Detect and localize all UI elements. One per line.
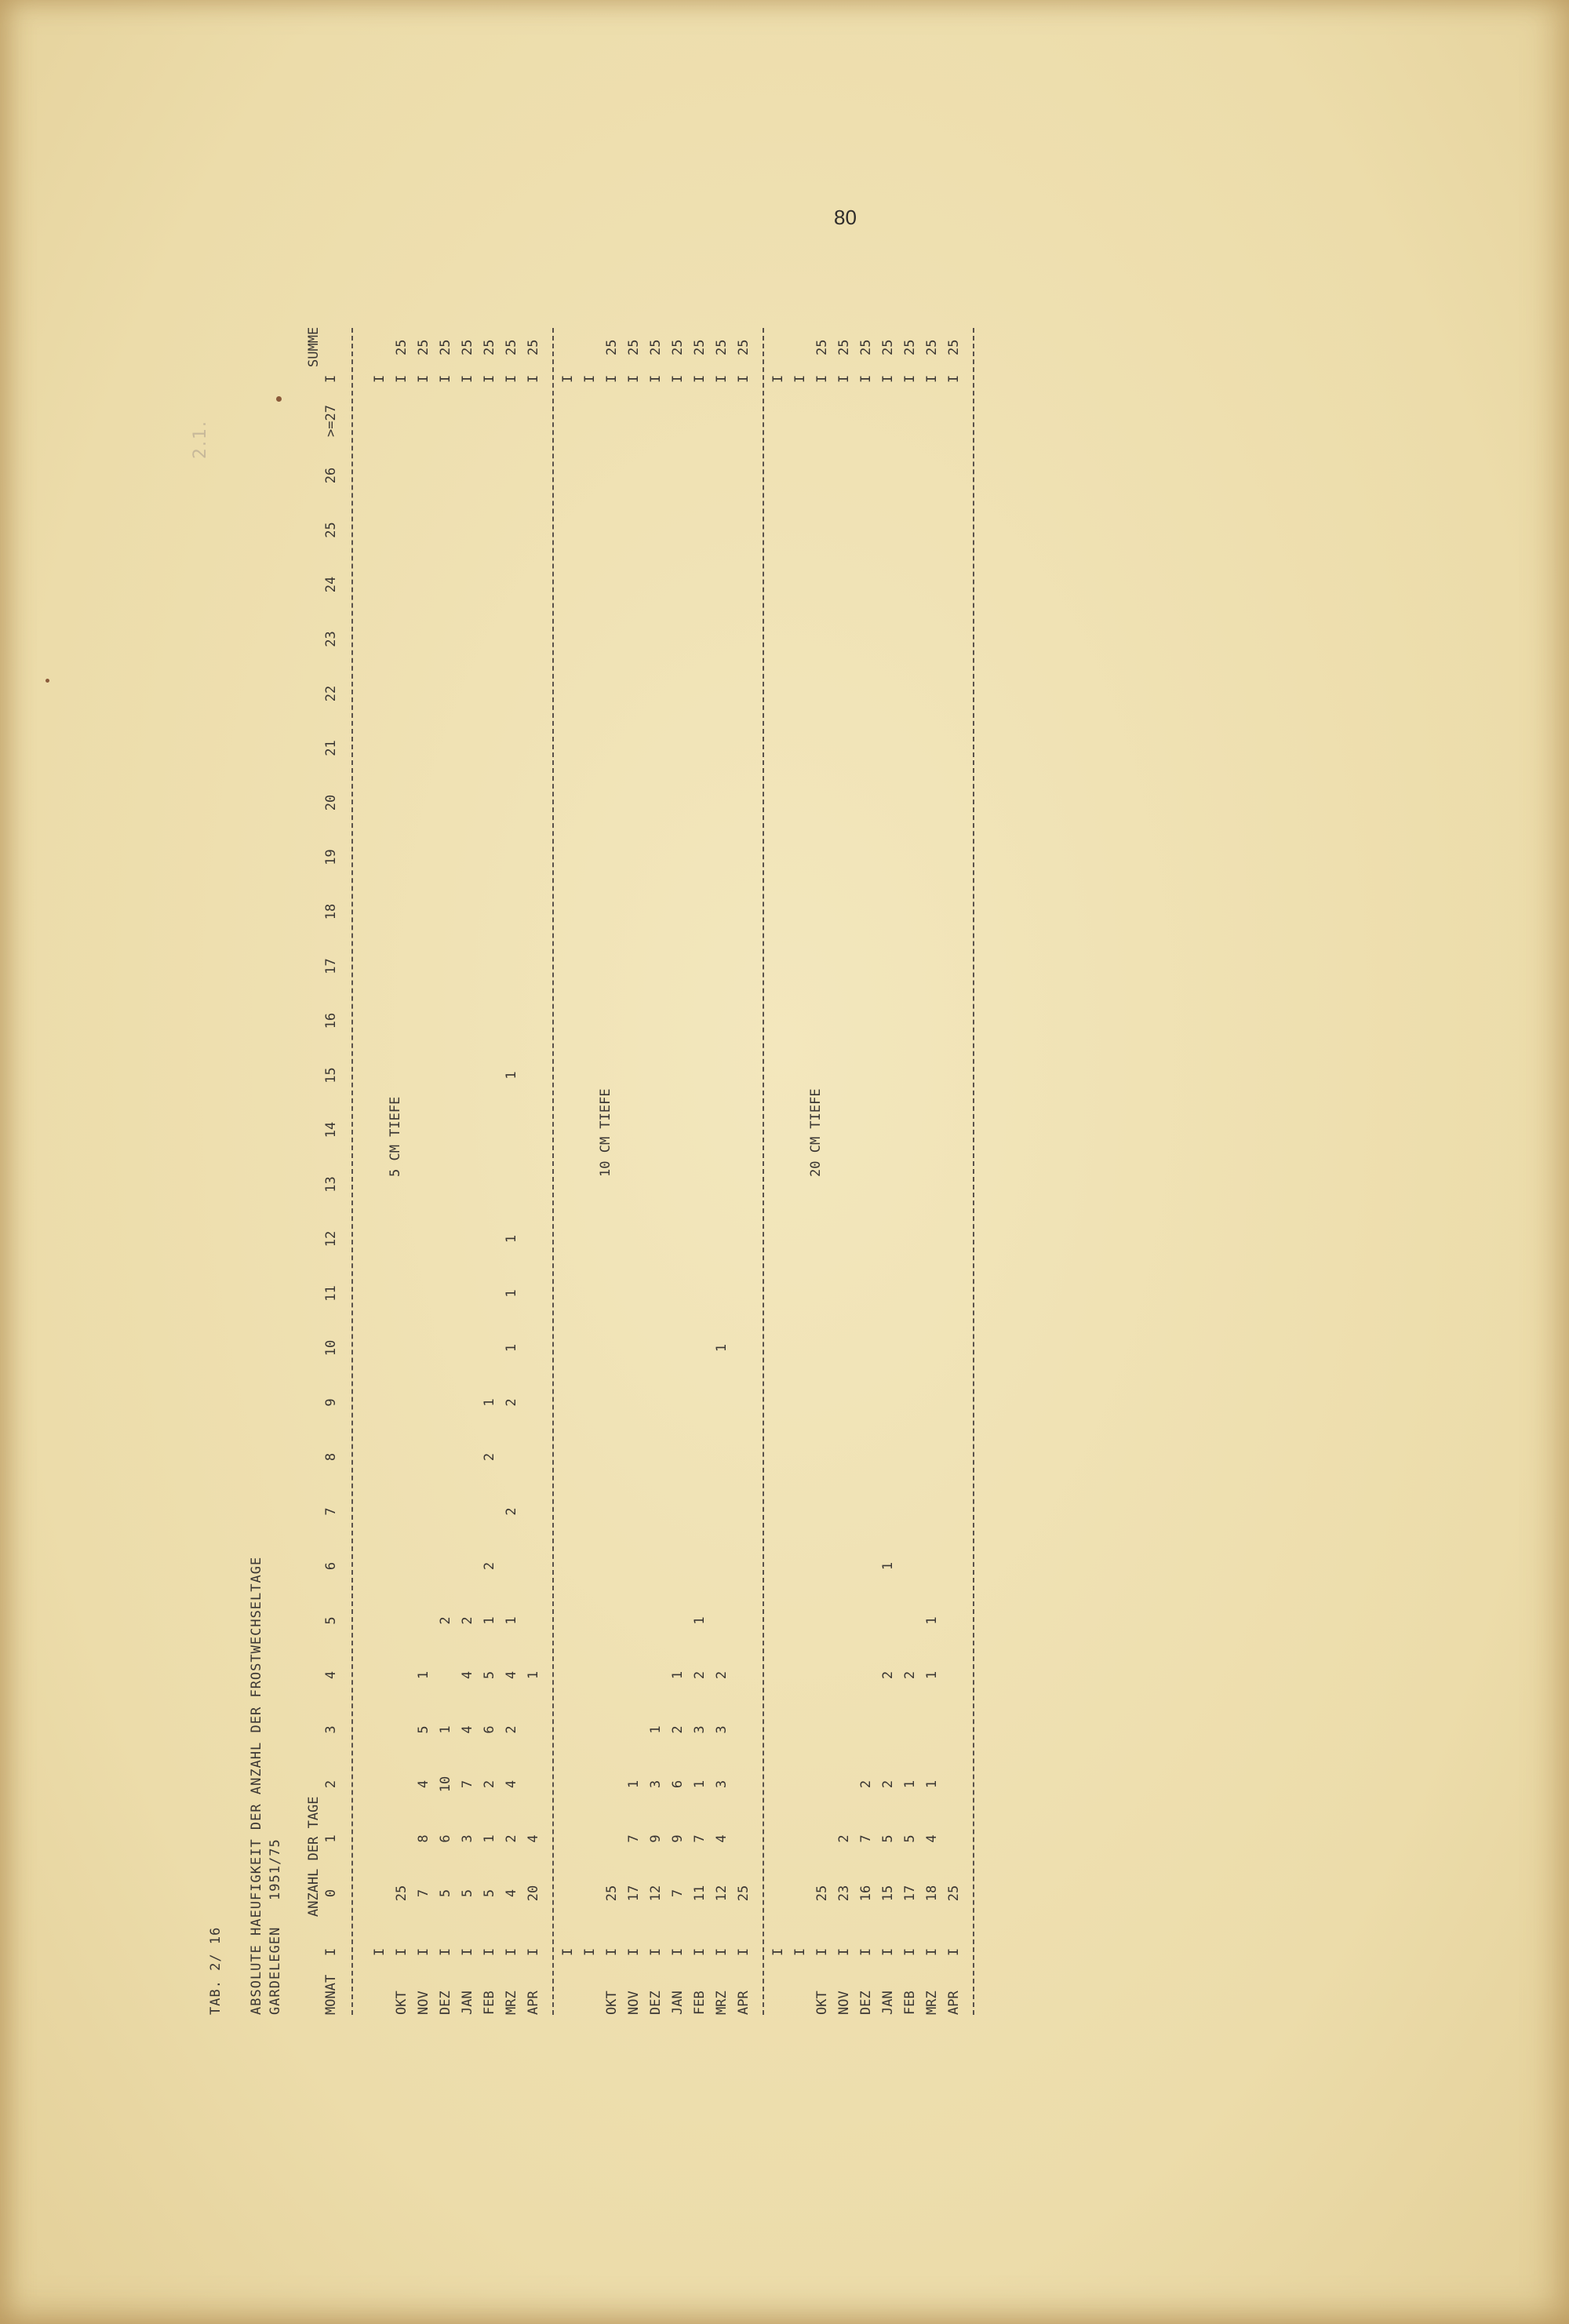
table-cell: 25 xyxy=(394,1885,410,1902)
header-column: 25 xyxy=(323,522,339,538)
table-cell: 2 xyxy=(858,1779,874,1789)
month-label: JAN xyxy=(880,1991,896,2015)
table-cell: 1 xyxy=(526,1670,541,1680)
table-cell: 12 xyxy=(714,1885,730,1902)
row-pipe: I xyxy=(604,1947,620,1956)
table-cell: 11 xyxy=(692,1885,708,1902)
table-cell: 2 xyxy=(504,1834,519,1843)
table-cell: 4 xyxy=(504,1889,519,1898)
table-cell: 2 xyxy=(836,1834,852,1843)
table-cell: 1 xyxy=(648,1725,664,1734)
row-pipe: I xyxy=(560,1947,576,1956)
header-column: 1 xyxy=(323,1834,339,1843)
table-cell: 2 xyxy=(460,1616,475,1625)
row-pipe: I xyxy=(372,1947,388,1956)
row-pipe: I xyxy=(946,374,962,383)
month-label: JAN xyxy=(460,1991,475,2015)
row-sum: 25 xyxy=(526,339,541,355)
table-cell: 15 xyxy=(880,1885,896,1902)
row-pipe: I xyxy=(946,1947,962,1956)
table-cell: 1 xyxy=(482,1834,497,1843)
row-pipe: I xyxy=(692,1947,708,1956)
row-pipe: I xyxy=(792,1947,808,1956)
header-column: 15 xyxy=(323,1067,339,1084)
row-pipe: I xyxy=(504,374,519,383)
row-pipe: I xyxy=(626,374,642,383)
row-pipe: I xyxy=(902,1947,918,1956)
row-sum: 25 xyxy=(648,339,664,355)
table-cell: 1 xyxy=(438,1725,453,1734)
table-cell: 5 xyxy=(460,1889,475,1898)
table-cell: 7 xyxy=(692,1834,708,1843)
table-cell: 2 xyxy=(902,1670,918,1680)
header-pipe: I xyxy=(323,374,339,383)
section-separator xyxy=(763,328,764,2015)
table-cell: 5 xyxy=(880,1834,896,1843)
row-pipe: I xyxy=(902,374,918,383)
row-pipe: I xyxy=(836,1947,852,1956)
table-cell: 20 xyxy=(526,1885,541,1902)
header-column: 17 xyxy=(323,958,339,974)
month-label: DEZ xyxy=(648,1991,664,2015)
table-cell: 1 xyxy=(416,1670,431,1680)
table-cell: 2 xyxy=(482,1561,497,1571)
table-cell: 2 xyxy=(438,1616,453,1625)
table-cell: 2 xyxy=(714,1670,730,1680)
row-pipe: I xyxy=(692,374,708,383)
month-label: APR xyxy=(526,1991,541,2015)
table-cell: 5 xyxy=(902,1834,918,1843)
section-separator xyxy=(973,328,974,2015)
row-pipe: I xyxy=(880,1947,896,1956)
row-sum: 25 xyxy=(836,339,852,355)
row-pipe: I xyxy=(924,1947,940,1956)
table-cell: 1 xyxy=(924,1670,940,1680)
row-pipe: I xyxy=(526,374,541,383)
month-label: OKT xyxy=(604,1991,620,2015)
table-cell: 1 xyxy=(924,1779,940,1789)
table-cell: 1 xyxy=(902,1779,918,1789)
table-cell: 4 xyxy=(924,1834,940,1843)
table-cell: 4 xyxy=(504,1670,519,1680)
section-label: 5 CM TIEFE xyxy=(388,1096,403,1177)
table-cell: 7 xyxy=(858,1834,874,1843)
table-cell: 1 xyxy=(692,1616,708,1625)
table-cell: 2 xyxy=(504,1725,519,1734)
month-label: JAN xyxy=(670,1991,686,2015)
table-cell: 1 xyxy=(504,1289,519,1298)
row-pipe: I xyxy=(394,374,410,383)
row-sum: 25 xyxy=(460,339,475,355)
header-column: 11 xyxy=(323,1285,339,1302)
table-cell: 1 xyxy=(504,1343,519,1353)
header-column: 24 xyxy=(323,576,339,593)
table-title: ABSOLUTE HAEUFIGKEIT DER ANZAHL DER FROSTWECHSELTAGE xyxy=(249,1556,264,2015)
table-cell: 2 xyxy=(880,1670,896,1680)
row-pipe: I xyxy=(792,374,808,383)
table-cell: 10 xyxy=(438,1776,453,1793)
row-sum: 25 xyxy=(880,339,896,355)
row-sum: 25 xyxy=(858,339,874,355)
header-pipe: I xyxy=(323,1947,339,1956)
frost-table-printout xyxy=(207,328,1031,2015)
row-pipe: I xyxy=(858,374,874,383)
table-cell: 25 xyxy=(604,1885,620,1902)
table-cell: 17 xyxy=(626,1885,642,1902)
table-cell: 4 xyxy=(714,1834,730,1843)
header-month: MONAT xyxy=(323,1974,339,2015)
row-sum: 25 xyxy=(394,339,410,355)
row-pipe: I xyxy=(482,374,497,383)
row-pipe: I xyxy=(770,374,786,383)
header-column: 18 xyxy=(323,903,339,920)
table-cell: 2 xyxy=(482,1779,497,1789)
month-label: FEB xyxy=(692,1991,708,2015)
table-cell: 1 xyxy=(504,1616,519,1625)
table-number: TAB. 2/ 16 xyxy=(208,1926,224,2015)
table-cell: 2 xyxy=(692,1670,708,1680)
table-cell: 1 xyxy=(504,1071,519,1080)
row-pipe: I xyxy=(460,374,475,383)
row-pipe: I xyxy=(582,1947,598,1956)
row-pipe: I xyxy=(736,374,752,383)
row-pipe: I xyxy=(814,374,830,383)
table-cell: 3 xyxy=(648,1779,664,1789)
row-sum: 25 xyxy=(604,339,620,355)
row-pipe: I xyxy=(526,1947,541,1956)
row-sum: 25 xyxy=(670,339,686,355)
row-pipe: I xyxy=(372,374,388,383)
section-separator xyxy=(552,328,554,2015)
row-pipe: I xyxy=(858,1947,874,1956)
table-cell: 2 xyxy=(670,1725,686,1734)
section-label: 20 CM TIEFE xyxy=(808,1088,824,1177)
row-sum: 25 xyxy=(736,339,752,355)
table-cell: 6 xyxy=(438,1834,453,1843)
table-cell: 7 xyxy=(416,1889,431,1898)
row-sum: 25 xyxy=(946,339,962,355)
month-label: NOV xyxy=(416,1991,431,2015)
table-cell: 4 xyxy=(460,1725,475,1734)
header-column: >=27 xyxy=(323,405,339,437)
row-sum: 25 xyxy=(438,339,453,355)
table-cell: 1 xyxy=(880,1561,896,1571)
month-label: MRZ xyxy=(504,1991,519,2015)
header-column: 0 xyxy=(323,1889,339,1898)
row-pipe: I xyxy=(836,374,852,383)
table-cell: 1 xyxy=(924,1616,940,1625)
table-cell: 8 xyxy=(416,1834,431,1843)
table-cell: 4 xyxy=(504,1779,519,1789)
table-cell: 25 xyxy=(946,1885,962,1902)
header-column: 6 xyxy=(323,1561,339,1571)
faded-stamp: 2.1. xyxy=(191,420,210,459)
table-cell: 4 xyxy=(416,1779,431,1789)
header-column: 21 xyxy=(323,740,339,756)
table-cell: 5 xyxy=(482,1889,497,1898)
row-pipe: I xyxy=(604,374,620,383)
row-sum: 25 xyxy=(416,339,431,355)
table-cell: 1 xyxy=(482,1398,497,1407)
table-cell: 1 xyxy=(692,1779,708,1789)
month-label: NOV xyxy=(836,1991,852,2015)
table-cell: 25 xyxy=(736,1885,752,1902)
table-cell: 4 xyxy=(460,1670,475,1680)
month-label: APR xyxy=(946,1991,962,2015)
header-column: 3 xyxy=(323,1725,339,1734)
table-cell: 16 xyxy=(858,1885,874,1902)
header-column: 26 xyxy=(323,467,339,484)
table-cell: 2 xyxy=(504,1507,519,1516)
header-column: 20 xyxy=(323,794,339,811)
table-cell: 3 xyxy=(714,1725,730,1734)
month-label: FEB xyxy=(482,1991,497,2015)
row-sum: 25 xyxy=(924,339,940,355)
header-column: 7 xyxy=(323,1507,339,1516)
table-cell: 5 xyxy=(482,1670,497,1680)
row-pipe: I xyxy=(626,1947,642,1956)
table-cell: 9 xyxy=(648,1834,664,1843)
month-label: OKT xyxy=(814,1991,830,2015)
table-cell: 3 xyxy=(460,1834,475,1843)
month-label: OKT xyxy=(394,1991,410,2015)
header-column: 13 xyxy=(323,1176,339,1193)
table-cell: 9 xyxy=(670,1834,686,1843)
row-pipe: I xyxy=(814,1947,830,1956)
header-column: 23 xyxy=(323,631,339,647)
section-label: 10 CM TIEFE xyxy=(598,1088,613,1177)
table-cell: 4 xyxy=(526,1834,541,1843)
header-column: 10 xyxy=(323,1339,339,1357)
header-column: 5 xyxy=(323,1616,339,1625)
row-pipe: I xyxy=(670,374,686,383)
row-pipe: I xyxy=(648,1947,664,1956)
row-pipe: I xyxy=(460,1947,475,1956)
row-pipe: I xyxy=(416,1947,431,1956)
row-pipe: I xyxy=(416,374,431,383)
table-cell: 3 xyxy=(692,1725,708,1734)
table-cell: 1 xyxy=(626,1779,642,1789)
row-pipe: I xyxy=(438,1947,453,1956)
table-cell: 17 xyxy=(902,1885,918,1902)
header-separator xyxy=(351,328,353,2015)
row-sum: 25 xyxy=(902,339,918,355)
header-column: 12 xyxy=(323,1230,339,1248)
row-pipe: I xyxy=(394,1947,410,1956)
row-pipe: I xyxy=(670,1947,686,1956)
table-cell: 23 xyxy=(836,1885,852,1902)
header-column: 9 xyxy=(323,1398,339,1407)
row-pipe: I xyxy=(880,374,896,383)
table-cell: 2 xyxy=(482,1452,497,1462)
row-sum: 25 xyxy=(714,339,730,355)
table-cell: 1 xyxy=(504,1234,519,1244)
month-label: DEZ xyxy=(438,1991,453,2015)
month-label: MRZ xyxy=(924,1991,940,2015)
row-sum: 25 xyxy=(626,339,642,355)
header-summe: SUMME xyxy=(306,326,322,367)
header-column: 19 xyxy=(323,849,339,865)
table-cell: 12 xyxy=(648,1885,664,1902)
month-label: DEZ xyxy=(858,1991,874,2015)
table-cell: 25 xyxy=(814,1885,830,1902)
ink-speck xyxy=(46,679,49,683)
table-cell: 7 xyxy=(626,1834,642,1843)
table-cell: 7 xyxy=(460,1779,475,1789)
table-cell: 3 xyxy=(714,1779,730,1789)
table-cell: 6 xyxy=(482,1725,497,1734)
table-cell: 18 xyxy=(924,1885,940,1902)
row-pipe: I xyxy=(736,1947,752,1956)
month-label: MRZ xyxy=(714,1991,730,2015)
row-sum: 25 xyxy=(482,339,497,355)
table-cell: 2 xyxy=(880,1779,896,1789)
row-pipe: I xyxy=(648,374,664,383)
month-label: FEB xyxy=(902,1991,918,2015)
row-pipe: I xyxy=(770,1947,786,1956)
row-pipe: I xyxy=(714,374,730,383)
header-column: 8 xyxy=(323,1452,339,1462)
header-column: 4 xyxy=(323,1670,339,1680)
page-number: 80 xyxy=(834,206,857,229)
row-pipe: I xyxy=(924,374,940,383)
header-column: 14 xyxy=(323,1121,339,1138)
header-column: 16 xyxy=(323,1012,339,1029)
row-pipe: I xyxy=(560,374,576,383)
month-label: NOV xyxy=(626,1991,642,2015)
row-sum: 25 xyxy=(504,339,519,355)
table-cell: 6 xyxy=(670,1779,686,1789)
row-sum: 25 xyxy=(814,339,830,355)
header-column: 2 xyxy=(323,1779,339,1789)
header-anzahl: ANZAHL DER TAGE xyxy=(306,1796,322,1917)
table-cell: 5 xyxy=(438,1889,453,1898)
row-pipe: I xyxy=(504,1947,519,1956)
month-label: APR xyxy=(736,1991,752,2015)
row-pipe: I xyxy=(714,1947,730,1956)
table-cell: 1 xyxy=(670,1670,686,1680)
table-cell: 1 xyxy=(482,1616,497,1625)
table-subtitle: GARDELEGEN 1951/75 xyxy=(268,1838,283,2015)
table-cell: 2 xyxy=(504,1398,519,1407)
table-cell: 7 xyxy=(670,1889,686,1898)
row-pipe: I xyxy=(582,374,598,383)
row-sum: 25 xyxy=(692,339,708,355)
row-pipe: I xyxy=(482,1947,497,1956)
header-column: 22 xyxy=(323,685,339,702)
row-pipe: I xyxy=(438,374,453,383)
table-cell: 5 xyxy=(416,1725,431,1734)
table-cell: 1 xyxy=(714,1343,730,1353)
